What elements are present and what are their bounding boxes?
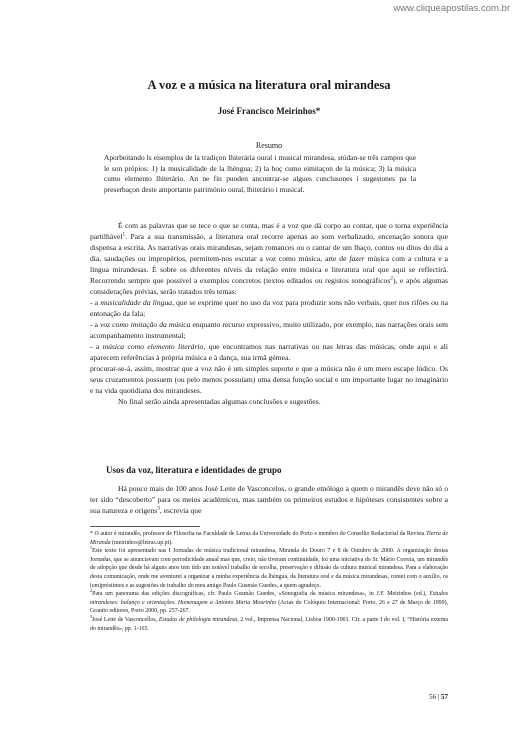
emphasis-text: musicalidade da língua <box>100 298 173 307</box>
abstract-heading: Resumo <box>255 141 283 150</box>
page-number-left: 56 <box>429 693 437 701</box>
text-span: (meirinhos@letras.up.pt). <box>110 539 173 546</box>
footnote-1 <box>90 547 448 590</box>
text-span: , escrevia que <box>159 506 202 515</box>
emphasis-text: voz como imitação da música <box>99 320 191 329</box>
text-span: José Leite de Vasconcellos, <box>92 616 159 623</box>
section-heading: Usos da voz, literatura e identidades de grupo <box>106 465 282 475</box>
footnote-author <box>90 530 448 547</box>
emphasis-text: Estudos mirandeses: balanço e orientações. Homenagem a António Maria Mourinho <box>90 591 448 606</box>
footnote-2 <box>90 590 448 616</box>
emphasis-text: Estudos de philologia mirandesa <box>158 616 238 623</box>
text-span: - a <box>90 320 100 329</box>
text-span: Há pouco mais de 100 anos José Leite de Vasconcelos, o grande etnólogo a quem o mirandês deve não só o ter sido “descoberto” para os meios académicos, mas também os primeiros estudos e hipóteses consistentes sobre a sua natureza e origens <box>90 484 448 515</box>
abstract-text: Aporbeitando ls eisemplos de la tradiçon lhiterária oural i musical mirandesa, stúdan-se três campos que le son própios: 1) la musicalidade de la lhéngua; 2) la boç cumo eimitaçon de la música; 3) la música cumo elemento lhiterário. An ne fin puoden ancuntrar-se algues cunclusones i sugestones pa la preserbaçon deste amportante património oural, lhiterário i musical. <box>104 153 416 194</box>
text-span: É com as palavras que se tece o que se conta, mas é a voz que dá corpo ao contar, que o torna experiência partilhável <box>90 221 448 241</box>
intro-paragraph-3: No final serão ainda apresentadas algumas conclusões e sugestões. <box>118 397 321 406</box>
footnote-ref-3[interactable]: 3 <box>157 505 160 512</box>
page-number-right: 57 <box>441 693 448 701</box>
article-author: José Francisco Meirinhos* <box>217 106 321 116</box>
site-watermark: www.cliqueapostilas.com.br <box>393 3 510 14</box>
text-span: * O autor é mirandês, professor de Filosofia na Faculdade de Letras da Universidade do Porto e membro do Conselho Redactorial da Revista <box>90 531 427 537</box>
introduction-body <box>90 220 448 407</box>
text-span: Para um panorama das edições discográficas, cfr. Paulo Gusmão Guedes, «Sonografia da música mirandesa», in J.F. Meirinhos (ed.), <box>92 591 430 598</box>
footnote-ref-2[interactable]: 2 <box>390 275 393 282</box>
section-paragraph <box>90 483 448 516</box>
article-title: A voz e a música na literatura oral mirandesa <box>147 78 391 92</box>
intro-paragraph <box>90 220 448 297</box>
section-body <box>90 483 448 516</box>
text-span: Este texto foi apresentado nas I Jornadas de música tradicional mirandesa, Miranda do Douro 7 e 8 de Outubro de 2000. A organização destas Jornadas, que se anunciavam com periodicidade anual mas que, creio, não tiveram continuidade, foi uma iniciativa do Sr. Mário Correia, um mirandês de adopção que desde há alguns anos tem tido um notável trabalho de recolha, preservação e difusão da cultura musical mirandesa. Para a elaboração desta comunicação, onde me aventurei a organizar a minha experiência da lhéngua, da literatura oral e da música mirandesas, contei com o auxílio, os (em)préstimos e as sugestões de trabalho do meu amigo Paulo Gusmão Guedes, a quem agradeço. <box>90 548 448 589</box>
text-span: , que encontramos nas narrativas ou nas letras das músicas, onde aqui e ali aparecem referências à própria música e à dança, sua irmã gémea. <box>90 342 448 362</box>
text-span: , 2 vol., Imprensa Nacional, Lisboa 1900-1901. Cfr. a parte I do vol. I, “História externa do mirandês», pp. 1-165. <box>90 616 448 632</box>
footnote-number: 3 <box>90 613 93 619</box>
footnote-number: 1 <box>90 545 93 551</box>
emphasis-text: Tierra de Miranda <box>90 531 448 546</box>
text-span: , que se exprime quer no uso da voz para produzir sons não verbais, quer nos rifões ou na entonação da fala; <box>90 298 449 318</box>
emphasis-text: música como elemento literário <box>102 342 204 351</box>
footnote-3 <box>90 613 448 633</box>
emphasis-text: fazer <box>349 254 365 263</box>
footnotes <box>90 530 448 633</box>
topic-item-3 <box>90 341 448 363</box>
topic-item-2 <box>90 319 448 341</box>
footnote-number: 2 <box>90 588 93 594</box>
text-span: ), e após algumas considerações prévias, serão tratados três temas: <box>90 276 449 296</box>
text-span: enquanto recurso expressivo, muito utilizado, por exemplo, nas narrações orais sem acompanhamento instrumental; <box>90 320 448 340</box>
text-span: . Para a sua transmissão, a literatura oral recorre apenas ao som verbalizado, encenação sonora que dispensa a escrita. As narrativas orais mirandesas, sejam romances ou o cantar de um lhaço, contos ou ditos do dia a dia, saudações ou impropérios, permitem-nos escutar a <box>90 232 448 263</box>
text-span: (Actas do Colóquio Internacional: Porto, 26 e 27 de Março de 1999), Granito editores, Porto 2000, pp. 257-267. <box>90 599 448 615</box>
footnote-divider <box>90 526 200 527</box>
footnote-ref-1[interactable]: 1 <box>122 231 126 238</box>
page-number <box>90 693 448 701</box>
text-span: - a <box>90 342 103 351</box>
text-span: como música, arte de <box>275 254 350 263</box>
intro-paragraph-2: procurar-se-á, assim, mostrar que a voz não é um simples suporte e que a música não é um mero escape lúdico. Os seus cruzamentos possuem (ou pelo menos possuíam) uma densa função social e um importante lugar no imaginário e na vida quotidiana dos mirandeses. <box>90 364 448 395</box>
topic-item-1 <box>90 297 448 319</box>
page-number-separator: | <box>436 693 441 701</box>
text-span: música com a cultura e a língua mirandesas. É sobre os diferentes níveis da relação entre música e literatura oral que aqui se reflectirá. Recorrendo sempre que possível a exemplos concretos (textos editados ou registos sonográficos <box>90 254 448 285</box>
text-span: - a <box>90 298 101 307</box>
emphasis-text: voz <box>265 254 276 263</box>
